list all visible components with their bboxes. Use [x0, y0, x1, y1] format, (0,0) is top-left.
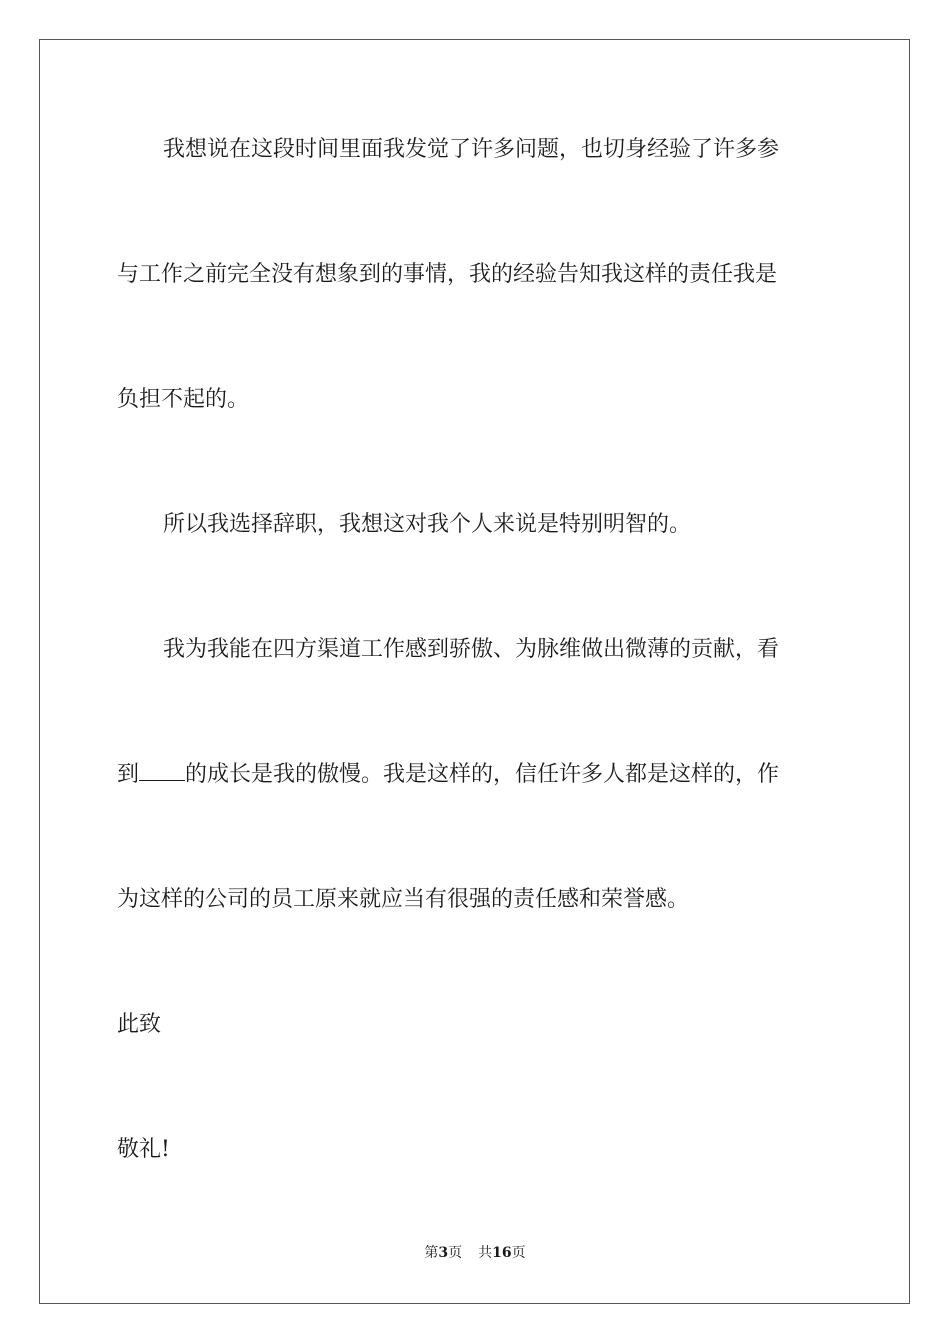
body-line-7: 为这样的公司的员工原来就应当有很强的责任感和荣誉感。 [117, 887, 690, 912]
body-line-4: 所以我选择辞职，我想这对我个人来说是特别明智的。 [163, 512, 692, 537]
line6-prefix: 到 [117, 762, 140, 787]
body-line-2: 与工作之前完全没有想象到的事情，我的经验告知我这样的责任我是 [117, 262, 778, 287]
body-line-5: 我为我能在四方渠道工作感到骄傲、为脉维做出微薄的贡献，看 [163, 637, 780, 662]
body-line-3: 负担不起的。 [117, 387, 250, 412]
page-footer [0, 1243, 950, 1263]
fill-in-blank [139, 760, 185, 781]
footer-total-suffix: 页 [511, 1245, 526, 1261]
footer-total-prefix: 共 [478, 1245, 493, 1261]
footer-page-prefix: 第 [424, 1245, 439, 1261]
footer-page-number: 3 [438, 1245, 449, 1261]
closing-regards: 敬礼! [117, 1137, 170, 1162]
body-line-6 [117, 760, 779, 790]
line6-text: 的成长是我的傲慢。我是这样的，信任许多人都是这样的，作 [185, 762, 780, 787]
closing-salutation: 此致 [117, 1012, 162, 1037]
footer-total-pages: 16 [492, 1245, 512, 1261]
footer-page-suffix: 页 [448, 1245, 463, 1261]
body-line-1: 我想说在这段时间里面我发觉了许多问题，也切身经验了许多参 [163, 137, 780, 162]
page-border [39, 39, 910, 1304]
